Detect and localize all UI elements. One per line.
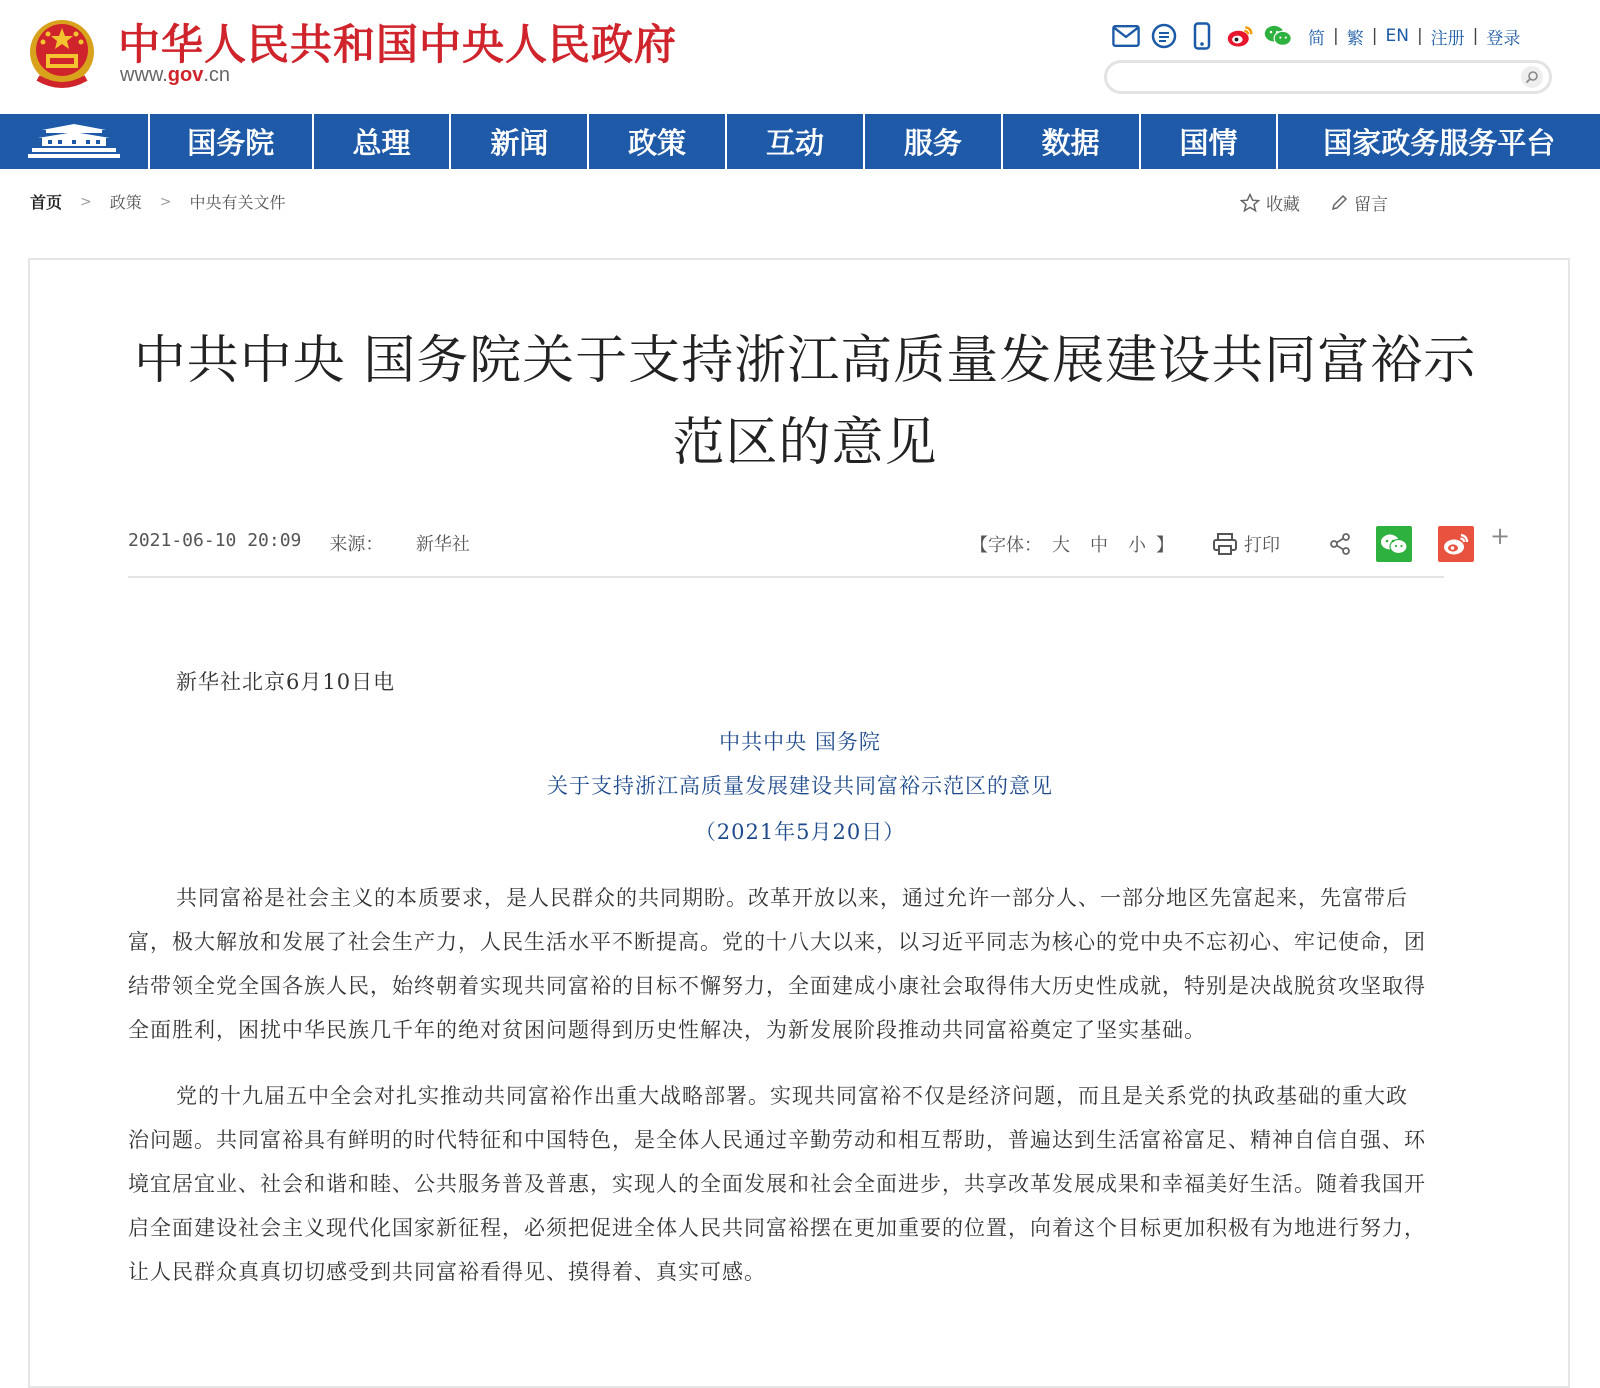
link-register[interactable]: 注册 — [1430, 28, 1465, 49]
source-label: 来源： — [329, 534, 384, 555]
wechat-share-icon — [1380, 533, 1408, 555]
search-input[interactable] — [1119, 66, 1503, 90]
article-meta — [128, 530, 470, 556]
search-icon[interactable] — [1521, 66, 1543, 88]
nav-item-services[interactable]: 服务 — [865, 114, 1003, 169]
breadcrumb-policy[interactable]: 政策 — [109, 193, 142, 212]
comment-label: 留言 — [1354, 195, 1388, 215]
link-traditional[interactable]: 繁 — [1346, 28, 1364, 49]
site-url-gov: gov — [167, 64, 204, 86]
font-label-close: 】 — [1156, 535, 1174, 556]
doc-title: 关于支持浙江高质量发展建设共同富裕示范区的意见 — [547, 774, 1053, 798]
article-title: 中共中央 国务院关于支持浙江高质量发展建设共同富裕示范区的意见 — [133, 331, 1477, 473]
article-tools — [970, 522, 1511, 562]
nav-item-news[interactable]: 新闻 — [451, 114, 589, 169]
site-header — [0, 0, 1600, 112]
star-icon — [1240, 193, 1260, 213]
message-icon[interactable] — [1150, 22, 1178, 50]
national-emblem-icon[interactable] — [28, 18, 96, 90]
printer-icon — [1212, 532, 1238, 556]
font-label-open: 【字体： — [970, 535, 1042, 556]
font-medium-button[interactable]: 中 — [1090, 535, 1108, 556]
dateline: 新华社北京6月10日电 — [176, 670, 396, 694]
search-box — [1104, 60, 1552, 94]
nav-item-data[interactable]: 数据 — [1003, 114, 1141, 169]
breadcrumb-central-documents[interactable]: 中央有关文件 — [189, 193, 286, 212]
print-button[interactable] — [1212, 531, 1280, 557]
font-large-button[interactable]: 大 — [1052, 535, 1070, 556]
link-english[interactable]: EN — [1385, 26, 1409, 46]
nav-item-policy[interactable]: 政策 — [589, 114, 727, 169]
breadcrumb-home[interactable]: 首页 — [30, 193, 63, 212]
breadcrumb-separator: > — [159, 193, 172, 210]
share-icon[interactable] — [1328, 532, 1352, 556]
doc-issuer: 中共中央 国务院 — [719, 730, 881, 754]
nav-item-national-info[interactable]: 国情 — [1141, 114, 1279, 169]
wechat-icon[interactable] — [1264, 22, 1292, 50]
paragraph: 党的十九届五中全会对扎实推动共同富裕作出重大战略部署。实现共同富裕不仅是经济问题，而且是关系党的执政基础的重大政治问题。共同富裕具有鲜明的时代特征和中国特色，是全体人民通过辛勤劳动和相互帮助，普遍达到生活富裕富足、精神自信自强、环境宜居宜业、社会和谐和睦、公共服务普及普惠，实现人的全面发展和社会全面进步，共享改革发展成果和幸福美好生活。随着我国开启全面建设社会主义现代化国家新征程，必须把促进全体人民共同富裕摆在更加重要的位置，向着这个目标更加积极有为地进行努力，让人民群众真真切切感受到共同富裕看得见、摸得着、真实可感。 — [128, 1084, 1426, 1284]
font-small-button[interactable]: 小 — [1128, 535, 1146, 556]
site-url-prefix: www. — [120, 64, 168, 86]
doc-date: （2021年5月20日） — [694, 820, 906, 844]
mobile-icon[interactable] — [1188, 22, 1216, 50]
link-login[interactable]: 登录 — [1486, 28, 1521, 49]
comment-button[interactable] — [1330, 190, 1388, 215]
article-body — [128, 876, 1428, 1294]
site-url-suffix: .cn — [203, 64, 231, 86]
nav-item-service-platform[interactable]: 国家政务服务平台 — [1323, 126, 1556, 160]
breadcrumb-separator: > — [80, 193, 92, 210]
pencil-icon — [1330, 194, 1348, 212]
site-title[interactable]: 中华人民共和国中央人民政府 — [118, 20, 678, 69]
top-tools — [1112, 20, 1520, 52]
main-nav — [0, 114, 1600, 169]
site-url[interactable] — [120, 64, 230, 87]
print-label: 打印 — [1244, 535, 1280, 556]
paragraph: 共同富裕是社会主义的本质要求，是人民群众的共同期盼。改革开放以来，通过允许一部分人、一部分地区先富起来，先富带后富，极大解放和发展了社会生产力，人民生活水平不断提高。党的十八大以来，以习近平同志为核心的党中央不忘初心、牢记使命，团结带领全党全国各族人民，始终朝着实现共同富裕的目标不懈努力，全面建成小康社会取得伟大历史性成就，特别是决战脱贫攻坚取得全面胜利，困扰中华民族几千年的绝对贫困问题得到历史性解决，为新发展阶段推动共同富裕奠定了坚实基础。 — [128, 886, 1426, 1042]
language-links: 简 | 繁 | EN | 注册 | 登录 — [1308, 24, 1520, 49]
nav-item-interaction[interactable]: 互动 — [727, 114, 865, 169]
article-container — [28, 258, 1570, 1388]
favorite-button[interactable] — [1240, 190, 1300, 215]
breadcrumb — [30, 190, 286, 213]
link-simplified[interactable]: 简 — [1308, 28, 1325, 49]
meta-divider — [128, 576, 1444, 578]
font-size-control — [970, 531, 1174, 557]
more-share-button[interactable]: + — [1490, 522, 1511, 550]
weibo-share-icon — [1442, 532, 1470, 556]
nav-item-premier[interactable]: 总理 — [314, 114, 452, 169]
source-value: 新华社 — [415, 534, 470, 555]
share-weibo-button[interactable] — [1438, 526, 1474, 562]
favorite-label: 收藏 — [1266, 195, 1300, 215]
page-actions — [1240, 190, 1388, 215]
share-wechat-button[interactable] — [1376, 526, 1412, 562]
publish-datetime: 2021-06-10 20:09 — [128, 530, 302, 551]
nav-item-state-council[interactable]: 国务院 — [150, 114, 314, 169]
mail-icon[interactable] — [1112, 22, 1140, 50]
tiananmen-logo-icon[interactable] — [0, 114, 150, 169]
weibo-icon[interactable] — [1226, 22, 1254, 50]
